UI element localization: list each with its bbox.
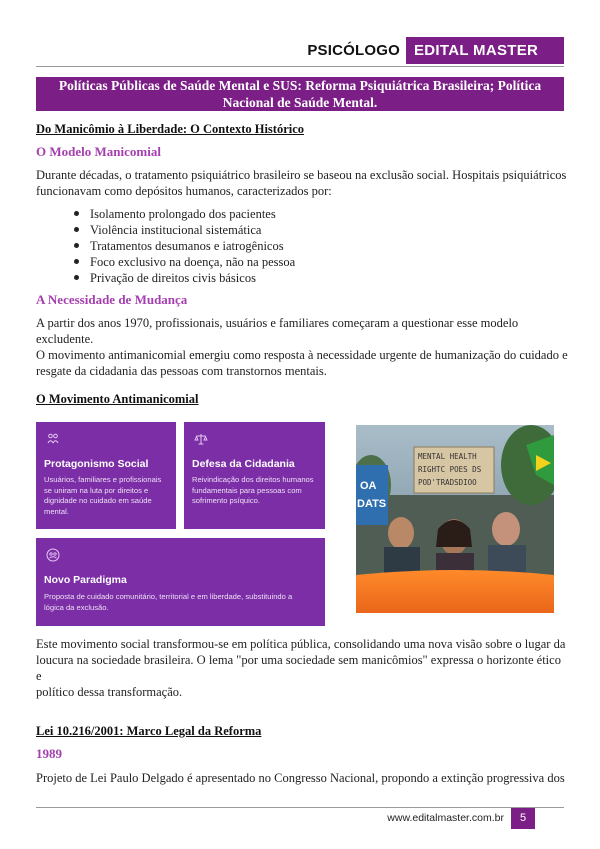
movement-line-1: Este movimento social transformou-se em política pública, consolidando uma nova visão sobre o lugar da [36,637,566,651]
subheading-manicomial-model: O Modelo Manicomial [36,144,161,159]
header-category: PSICÓLOGO [307,42,400,59]
card-desc-line: sofrimento psíquico. [192,496,260,505]
bullet-icon [74,227,79,232]
protest-illustration [356,425,554,613]
list-item [72,222,295,238]
movement-line-3: político dessa transformação. [36,685,183,699]
sign-text-1: MENTAL HEALTH [418,452,477,461]
card-title: Defesa da Cidadania [192,458,295,470]
intro-paragraph [36,167,568,199]
intro-line-1: Durante décadas, o tratamento psiquiátrico brasileiro se baseou na exclusão social. Hospitais psiquiátricos [36,168,567,182]
left-sign-text-2: DATS [357,498,387,510]
sign-text-2: RIGHTC POES DS [418,465,482,474]
bullet-icon [74,211,79,216]
card-description [192,475,314,507]
year-heading: 1989 [36,746,62,761]
card-title: Novo Paradigma [44,574,127,586]
law-paragraph: Projeto de Lei Paulo Delgado é apresentado no Congresso Nacional, propondo a extinção progressiva dos [36,771,565,785]
bullet-icon [74,259,79,264]
card-desc-line: lógica da exclusão. [44,602,109,612]
characteristics-list [72,206,295,286]
card-protagonismo [36,422,176,529]
page-title-line1: Políticas Públicas de Saúde Mental e SUS: Reforma Psiquiátrica Brasileira; Política [58,78,542,93]
section-heading-law: Lei 10.216/2001: Marco Legal da Reforma [36,724,262,738]
people-icon [46,432,60,446]
list-item-text: Tratamentos desumanos e iatrogênicos [90,239,284,253]
list-item-text: Violência institucional sistemática [90,223,262,237]
card-desc-line: Reivindicação dos direitos humanos [192,475,314,484]
subheading-need-for-change: A Necessidade de Mudança [36,292,188,307]
footer-url: www.editalmaster.com.br [387,812,504,824]
left-sign-text-1: OA [360,480,377,492]
sign-text-3: POD'TRADSDIOO [418,478,477,487]
card-desc-line: Usuários, familiares e profissionais [44,475,162,484]
scales-icon [194,432,208,446]
section-heading-context: Do Manicômio à Liberdade: O Contexto Histórico [36,122,305,136]
card-title: Protagonismo Social [44,458,149,470]
bullet-icon [74,275,79,280]
list-item-text: Foco exclusivo na doença, não na pessoa [90,255,296,269]
list-item [72,238,295,254]
card-description [44,592,292,613]
movement-paragraph [36,636,568,700]
footer-divider [36,807,564,808]
card-desc-line: mental. [44,506,69,516]
protest-photo [356,425,554,613]
page-number: 5 [511,808,535,829]
change-line-2: O movimento antimanicomial emergiu como resposta à necessidade urgente de humanização do cuidado e [36,348,568,362]
card-desc-line: se uniram na luta por direitos e [44,485,149,495]
page-title-line2: Nacional de Saúde Mental. [222,94,378,110]
page-title [36,77,564,111]
card-novo-paradigma [36,538,325,626]
card-desc-line: Proposta de cuidado comunitário, territorial e em liberdade, substituindo a [44,592,293,601]
change-line-3: resgate da cidadania das pessoas com transtornos mentais. [36,364,327,378]
card-cidadania [184,422,325,529]
list-item-text: Isolamento prolongado dos pacientes [90,207,276,221]
list-item [72,254,295,270]
list-item [72,206,295,222]
header-brand: EDITAL MASTER [406,37,564,64]
list-item [72,270,295,286]
card-description [44,475,161,517]
change-paragraph [36,315,568,379]
movement-line-2: loucura na sociedade brasileira. O lema "por uma sociedade sem manicômios" expressa o horizonte ético e [36,653,561,683]
group-icon [46,548,60,562]
bullet-icon [74,243,79,248]
card-desc-line: dignidade no cuidado em saúde [44,496,152,505]
header-divider [36,66,564,67]
intro-line-2: funcionavam como depósitos humanos, caracterizados por: [36,184,332,198]
card-desc-line: fundamentais para pessoas com [192,485,302,495]
list-item-text: Privação de direitos civis básicos [90,271,256,285]
section-heading-movement: O Movimento Antimanicomial [36,392,199,406]
change-line-1: A partir dos anos 1970, profissionais, usuários e familiares começaram a questionar esse modelo excludente. [36,316,519,346]
